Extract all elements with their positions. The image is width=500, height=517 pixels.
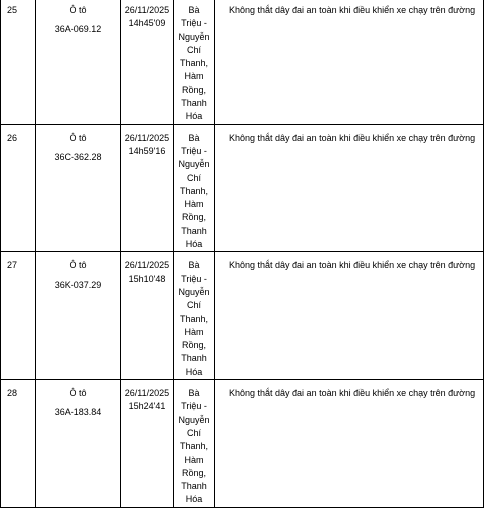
- location-line: Thanh: [181, 353, 207, 364]
- location-line: Triệu -: [181, 273, 207, 284]
- violation-date: 26/11/2025: [124, 132, 170, 143]
- license-plate: 36A-069.12: [54, 24, 102, 35]
- location-line: Nguyễn: [178, 31, 210, 42]
- location-line: Hóa: [185, 239, 203, 250]
- table-row: [1, 380, 484, 508]
- violation-date: 26/11/2025: [124, 388, 170, 399]
- violation-time: 15h24'41: [128, 401, 166, 412]
- location-line: Chí: [186, 44, 201, 55]
- violation-description: Không thắt dây đai an toàn khi điều khiển xe chạy trên đường: [229, 260, 476, 271]
- violation-date: 26/11/2025: [124, 260, 170, 271]
- location-line: Rồng,: [181, 84, 207, 95]
- location-line: Hàm: [184, 454, 204, 465]
- location-line: Nguyễn: [178, 286, 210, 297]
- table-row: [1, 252, 484, 380]
- license-plate: 36C-362.28: [54, 151, 102, 162]
- location-line: Chí: [186, 172, 201, 183]
- vehicle-cell: [36, 380, 121, 508]
- vehicle-type: Ô tô: [69, 5, 87, 15]
- location-line: Bà: [188, 132, 200, 143]
- location-line: Thanh,: [179, 185, 209, 196]
- violation-cell: [215, 124, 484, 252]
- datetime-cell: [121, 380, 174, 508]
- location-line: Nguyễn: [178, 159, 210, 170]
- violation-time: 15h10'48: [128, 273, 166, 284]
- location-line: Hàm: [184, 199, 204, 210]
- location-line: Thanh: [181, 481, 207, 492]
- location-line: Bà: [188, 5, 200, 15]
- row-number: 28: [7, 388, 18, 399]
- location-line: Hóa: [185, 111, 203, 122]
- location-line: Rồng,: [181, 340, 207, 351]
- location-line: Rồng,: [181, 467, 207, 478]
- location-cell: [174, 0, 215, 124]
- violation-time: 14h59'16: [128, 145, 166, 156]
- location-line: Hàm: [184, 326, 204, 337]
- vehicle-cell: [36, 124, 121, 252]
- table-row: [1, 124, 484, 252]
- datetime-cell: [121, 252, 174, 380]
- violation-cell: [215, 252, 484, 380]
- violation-description: Không thắt dây đai an toàn khi điều khiển xe chạy trên đường: [229, 5, 476, 15]
- violation-cell: [215, 380, 484, 508]
- location-line: Triệu -: [181, 18, 207, 29]
- table-row: [1, 0, 484, 124]
- row-number-cell: [1, 0, 36, 124]
- location-line: Triệu -: [181, 145, 207, 156]
- location-line: Bà: [188, 260, 200, 271]
- vehicle-type: Ô tô: [69, 260, 87, 271]
- location-line: Thanh: [181, 225, 207, 236]
- datetime-cell: [121, 0, 174, 124]
- violation-date: 26/11/2025: [124, 5, 170, 15]
- violation-cell: [215, 0, 484, 124]
- license-plate: 36K-037.29: [54, 279, 102, 290]
- location-cell: [174, 380, 215, 508]
- location-line: Chí: [186, 300, 201, 311]
- violation-description: Không thắt dây đai an toàn khi điều khiển xe chạy trên đường: [229, 388, 476, 399]
- location-line: Thanh,: [179, 313, 209, 324]
- vehicle-type: Ô tô: [69, 388, 87, 399]
- violation-time: 14h45'09: [128, 18, 166, 29]
- row-number-cell: [1, 252, 36, 380]
- location-line: Thanh,: [179, 441, 209, 452]
- location-line: Triệu -: [181, 401, 207, 412]
- location-line: Chí: [186, 427, 201, 438]
- location-line: Rồng,: [181, 212, 207, 223]
- location-line: Hàm: [184, 71, 204, 82]
- vehicle-type: Ô tô: [69, 132, 87, 143]
- datetime-cell: [121, 124, 174, 252]
- violation-description: Không thắt dây đai an toàn khi điều khiển xe chạy trên đường: [229, 132, 476, 143]
- violations-table-body: [1, 0, 484, 507]
- location-cell: [174, 252, 215, 380]
- row-number: 25: [7, 5, 18, 15]
- location-line: Nguyễn: [178, 414, 210, 425]
- vehicle-cell: [36, 0, 121, 124]
- location-line: Bà: [188, 388, 200, 399]
- row-number: 26: [7, 132, 18, 143]
- location-line: Hóa: [185, 366, 203, 377]
- row-number: 27: [7, 260, 18, 271]
- location-line: Hóa: [185, 494, 203, 505]
- license-plate: 36A-183.84: [54, 407, 102, 418]
- row-number-cell: [1, 124, 36, 252]
- location-cell: [174, 124, 215, 252]
- row-number-cell: [1, 380, 36, 508]
- location-line: Thanh,: [179, 58, 209, 69]
- location-line: Thanh: [181, 98, 207, 109]
- vehicle-cell: [36, 252, 121, 380]
